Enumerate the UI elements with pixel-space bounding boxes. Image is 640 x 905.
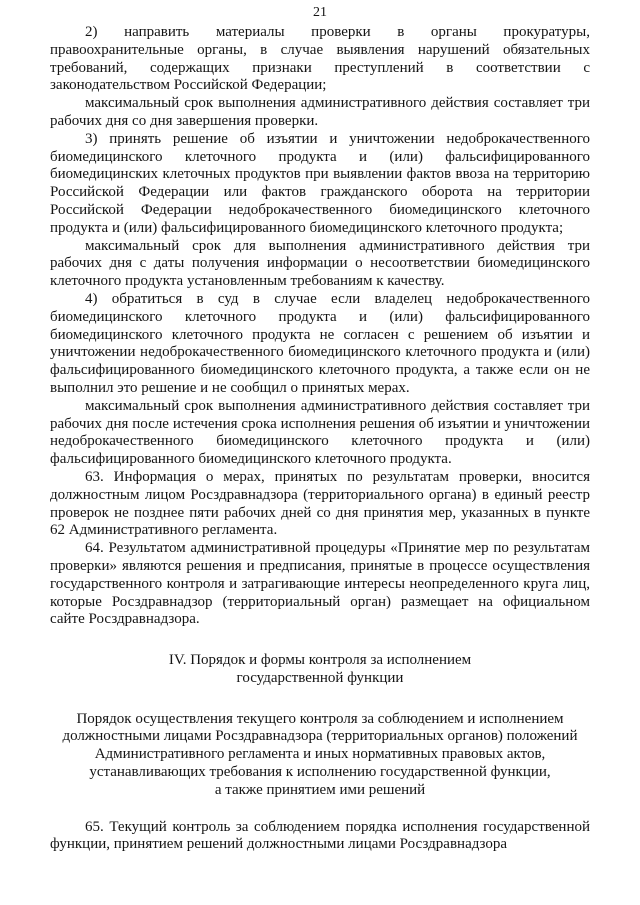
document-page — [50, 4, 590, 854]
subsection-heading-line: Порядок осуществления текущего контроля за соблюдением и исполнением — [76, 710, 564, 727]
page-number: 21 — [313, 5, 327, 20]
subsection-heading-line: Административного регламента и иных нормативных правовых актов, — [94, 746, 546, 763]
paragraph-62-item-2: 2) направить материалы проверки в органы прокуратуры, правоохранительные органы, в случае выявления нарушений обязательных требований, содержащих признаки преступлений в соответствии с законодательством Российской Федерации; — [50, 24, 590, 94]
section-heading — [50, 652, 590, 688]
paragraph-62-item-4-deadline: максимальный срок выполнения административного действия составляет три рабочих дня после истечения срока исполнения решения об изъятии и уничтожении недоброкачественного биомедицинского клеточного продукта и (или) фальсифицированного биомедицинского клеточного продукта. — [50, 397, 590, 468]
subsection-heading — [50, 711, 590, 800]
subsection-heading-line: должностными лицами Росздравнадзора (территориальных органов) положений — [62, 728, 578, 745]
section-heading-line-2: государственной функции — [236, 669, 404, 686]
subsection-heading-line: устанавливающих требования к исполнению государственной функции, — [89, 764, 551, 781]
paragraph-62-item-4: 4) обратиться в суд в случае если владелец недоброкачественного биомедицинского клеточного продукта и (или) фальсифицированного биомедицинского клеточного продукта не согласен с решением об изъятии и уничтожении недоброкачественного биомедицинского клеточного продукта и (или) фальсифицированного биомедицинского клеточного продукта, а также если он не выполнил это решение и не сообщил о принятых мерах. — [50, 290, 590, 396]
paragraph-62-item-2-deadline: максимальный срок выполнения административного действия составляет три рабочих дня со дня завершения проверки. — [50, 95, 590, 129]
section-heading-line-1: IV. Порядок и формы контроля за исполнением — [168, 652, 472, 669]
subsection-heading-line: а также принятием ими решений — [214, 781, 426, 798]
paragraph-63: 63. Информация о мерах, принятых по результатам проверки, вносится должностным лицом Росздравнадзора (территориального органа) в единый реестр проверок не позднее пяти рабочих дней со дня принятия мер, указанных в пункте 62 Административного регламента. — [50, 468, 590, 539]
paragraph-62-item-3: 3) принять решение об изъятии и уничтожении недоброкачественного биомедицинского клеточного продукта и (или) фальсифицированного биомедицинских клеточных продуктов при выявлении фактов ввоза на территорию Российской Федерации или фактов гражданского оборота на территории Российской Федерации недоброкачественного биомедицинского клеточного продукта и (или) фальсифицированного биомедицинского клеточного продукта; — [50, 130, 590, 236]
paragraph-64: 64. Результатом административной процедуры «Принятие мер по результатам проверки» являются решения и предписания, принятые в процессе осуществления государственного контроля и затрагивающие интересы неопределенного круга лиц, которые Росздравнадзор (территориальный орган) размещает на официальном сайте Росздравнадзора. — [50, 540, 590, 628]
paragraph-62-item-3-deadline: максимальный срок для выполнения административного действия три рабочих дня с даты получения информации о несоответствии биомедицинского клеточного продукта установленным требованиям к качеству. — [50, 237, 590, 290]
paragraph-65: 65. Текущий контроль за соблюдением порядка исполнения государственной функции, принятием решений должностными лицами Росздравнадзора — [50, 818, 590, 853]
